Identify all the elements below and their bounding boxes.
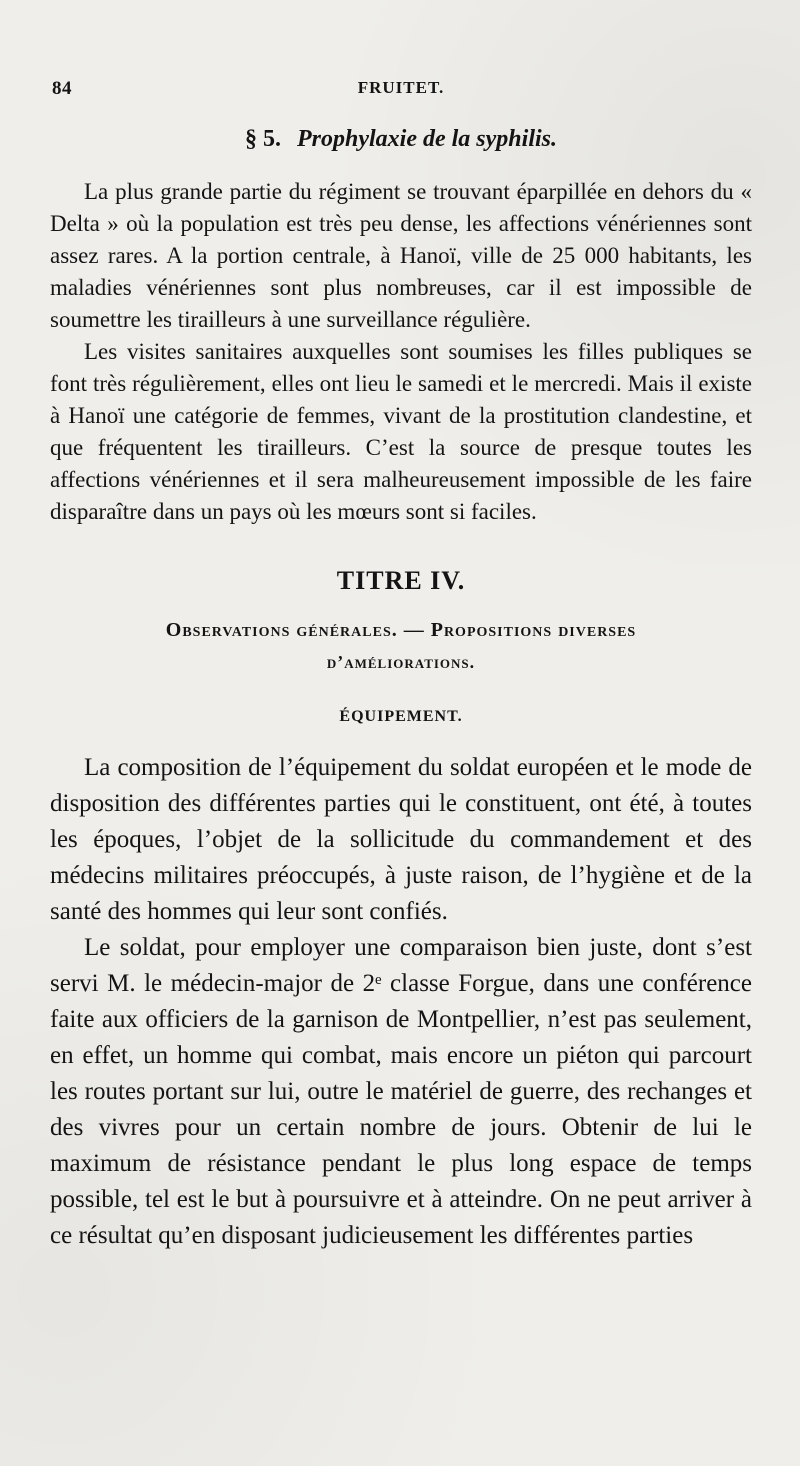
- running-head: [50, 78, 752, 106]
- equipment-paragraph-2: Le soldat, pour employer une comparaison bien juste, dont s’est servi M. le médecin-major de 2ᵉ classe Forgue, dans une conférence faite aux officiers de la garnison de Montpellier, n’est pas seulement, en effet, un homme qui combat, mais encore un piéton qui parcourt les routes portant sur lui, outre le matériel de guerre, des rechanges et des vivres pour un certain nombre de jours. Obtenir de lui le maximum de résistance pendant le plus long espace de temps possible, tel est le but à poursuivre et à atteindre. On ne peut arriver à ce résultat qu’en disposant judicieusement les différentes parties: [50, 934, 752, 1249]
- section-title: Prophylaxie de la syphilis.: [297, 126, 557, 152]
- equipment-paragraph-1: La composition de l’équipement du soldat européen et le mode de disposition des différentes parties qui le constituent, ont été, à toutes les époques, l’objet de la sollicitude du commandement et des médecins militaires préoccupés, à juste raison, de l’hygiène et de la santé des hommes qui leur sont confiés.: [50, 754, 752, 925]
- title-iv-subtitle-line2: d’améliorations.: [326, 652, 476, 672]
- section-paragraph-2: Les visites sanitaires auxquelles sont soumises les filles publiques se font très régulièrement, elles ont lieu le samedi et le mercredi. Mais il existe à Hanoï une catégorie de femmes, vivant de la prostitution clandestine, et que fréquentent les tirailleurs. C’est la source de presque toutes les affections vénériennes et il sera malheureusement impossible de les faire disparaître dans un pays où les mœurs sont si faciles.: [50, 339, 752, 524]
- section-number: § 5.: [245, 126, 281, 152]
- running-title: FRUITET.: [357, 78, 445, 97]
- section-heading: [50, 124, 752, 154]
- equipment-heading: ÉQUIPEMENT.: [339, 708, 463, 725]
- section-paragraph-1: La plus grande partie du régiment se trouvant éparpillée en dehors du « Delta » où la population est très peu dense, les affections vénériennes sont assez rares. A la portion centrale, à Hanoï, ville de 25 000 habitants, les maladies vénériennes sont plus nombreuses, car il est impossible de soumettre les tirailleurs à une surveillance régulière.: [50, 179, 752, 332]
- title-iv-subtitle-line1: Observations générales. — Propositions diverses: [165, 619, 637, 641]
- title-iv-heading: TITRE IV.: [336, 566, 466, 595]
- page-number: 84: [52, 78, 72, 99]
